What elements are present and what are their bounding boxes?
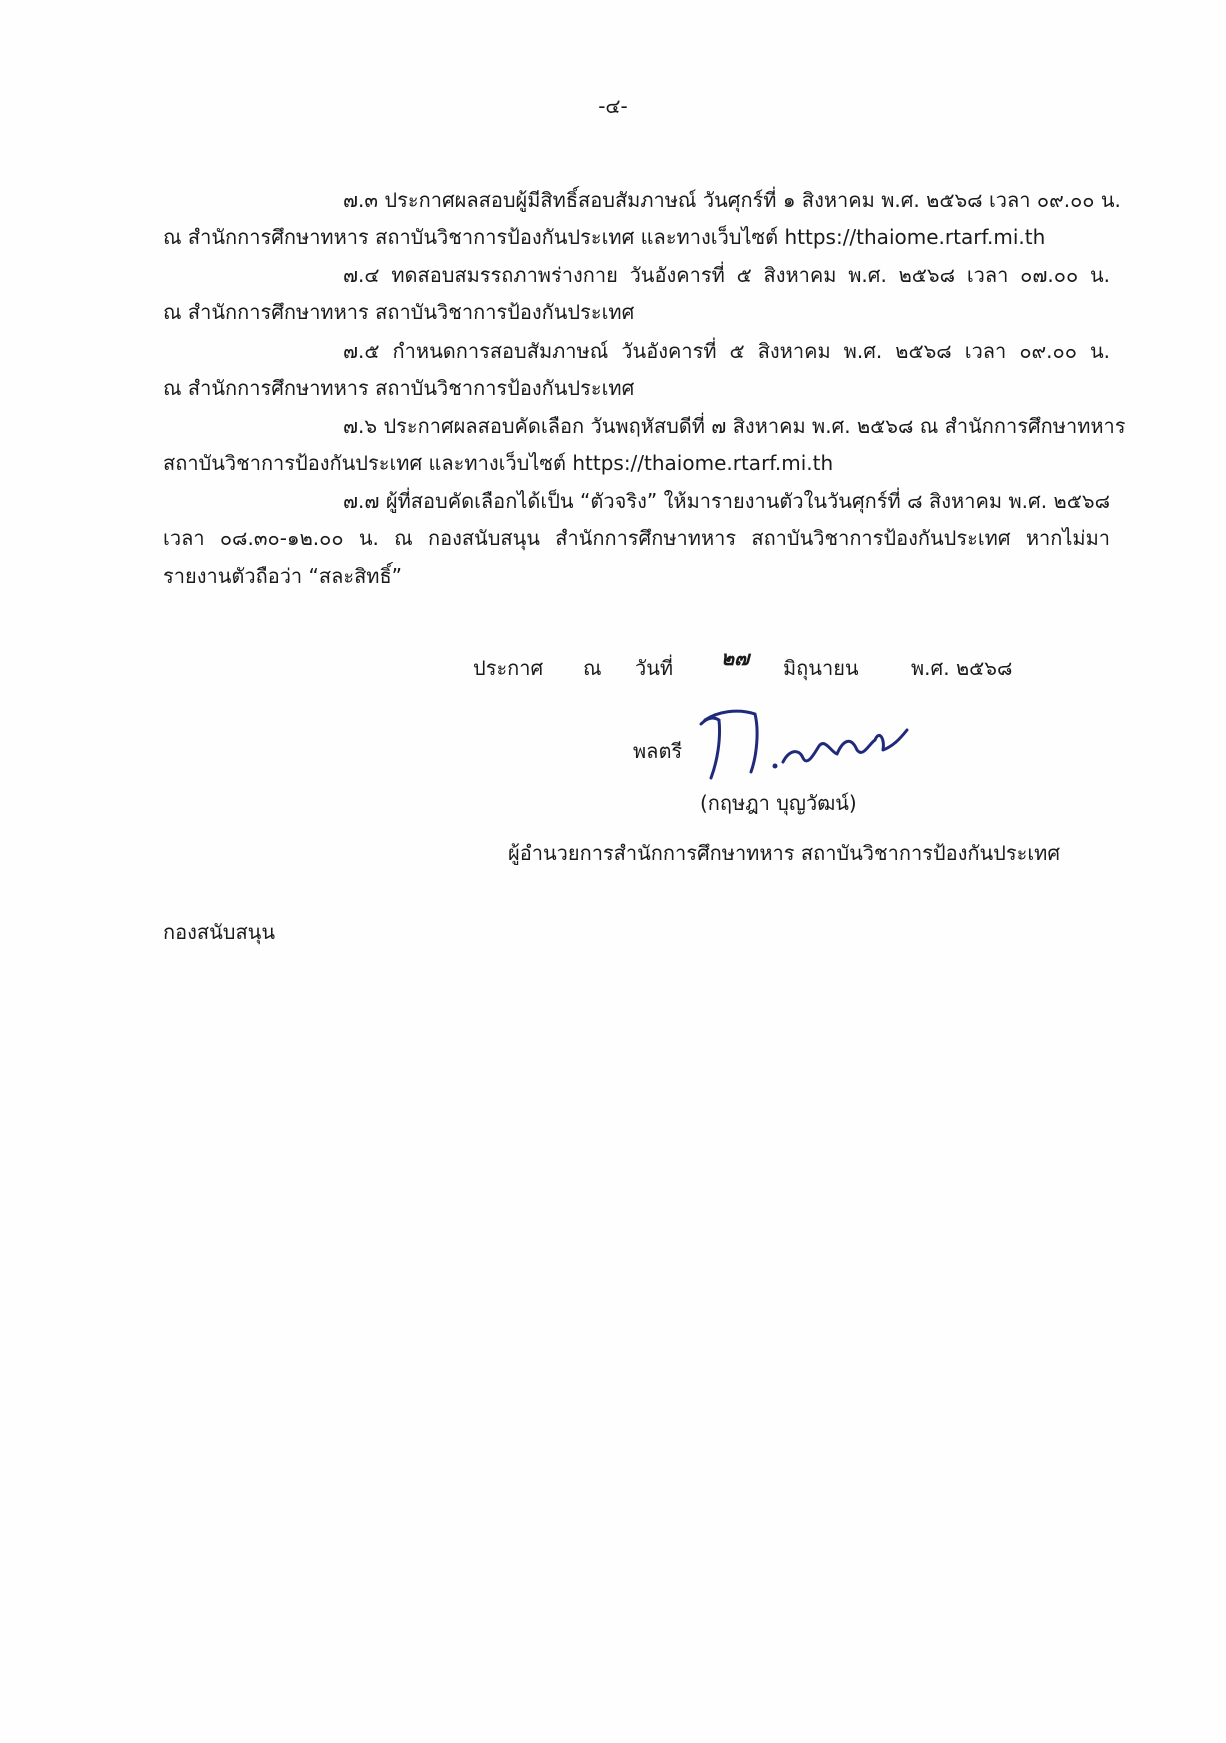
item-7-5-line-1: ๗.๕ กำหนดการสอบสัมภาษณ์ วันอังคารที่ ๕ สิงหาคม พ.ศ. ๒๕๖๘ เวลา ๐๙.๐๐ น. <box>343 339 1110 363</box>
item-7-7-line-3: รายงานตัวถือว่า “สละสิทธิ์” <box>163 564 403 588</box>
announcement-year: พ.ศ. ๒๕๖๘ <box>911 656 1013 680</box>
item-7-7-line-2: เวลา ๐๘.๓๐-๑๒.๐๐ น. ณ กองสนับสนุน สำนักการศึกษาทหาร สถาบันวิชาการป้องกันประเทศ หากไม่มา <box>163 526 1111 550</box>
announcement-date-row <box>473 646 1113 682</box>
item-7-6-line-2: สถาบันวิชาการป้องกันประเทศ และทางเว็บไซต์ https://thaiome.rtarf.mi.th <box>163 451 834 475</box>
announcement-day-label: วันที่ <box>635 656 674 680</box>
signatory-name: (กฤษฎา บุญวัฒน์) <box>700 791 857 815</box>
announcement-day-handwritten: ๒๗ <box>721 646 750 670</box>
item-7-3-line-2: ณ สำนักการศึกษาทหาร สถาบันวิชาการป้องกันประเทศ และทางเว็บไซต์ https://thaiome.rtarf.mi.th <box>163 225 1046 249</box>
announcement-at: ณ <box>583 656 602 680</box>
signatory-rank: พลตรี <box>633 739 683 763</box>
announcement-label: ประกาศ <box>473 656 544 680</box>
item-7-4-line-2: ณ สำนักการศึกษาทหาร สถาบันวิชาการป้องกันประเทศ <box>163 300 635 324</box>
handwritten-signature <box>697 700 917 780</box>
item-7-7-line-1: ๗.๗ ผู้ที่สอบคัดเลือกได้เป็น “ตัวจริง” ให้มารายงานตัวในวันศุกร์ที่ ๘ สิงหาคม พ.ศ. ๒๕๖๘ <box>343 489 1110 513</box>
department-label: กองสนับสนุน <box>163 920 276 944</box>
item-7-6-line-1: ๗.๖ ประกาศผลสอบคัดเลือก วันพฤหัสบดีที่ ๗ สิงหาคม พ.ศ. ๒๕๖๘ ณ สำนักการศึกษาทหาร <box>343 414 1126 438</box>
page-number: -๔- <box>598 94 628 118</box>
item-7-5-line-2: ณ สำนักการศึกษาทหาร สถาบันวิชาการป้องกันประเทศ <box>163 376 635 400</box>
item-7-3-line-1: ๗.๓ ประกาศผลสอบผู้มีสิทธิ์สอบสัมภาษณ์ วันศุกร์ที่ ๑ สิงหาคม พ.ศ. ๒๕๖๘ เวลา ๐๙.๐๐ น. <box>343 188 1121 212</box>
item-7-4-line-1: ๗.๔ ทดสอบสมรรถภาพร่างกาย วันอังคารที่ ๕ สิงหาคม พ.ศ. ๒๕๖๘ เวลา ๐๗.๐๐ น. <box>343 263 1110 287</box>
announcement-month: มิถุนายน <box>783 656 859 680</box>
signatory-position: ผู้อำนวยการสำนักการศึกษาทหาร สถาบันวิชาการป้องกันประเทศ <box>508 841 1061 865</box>
